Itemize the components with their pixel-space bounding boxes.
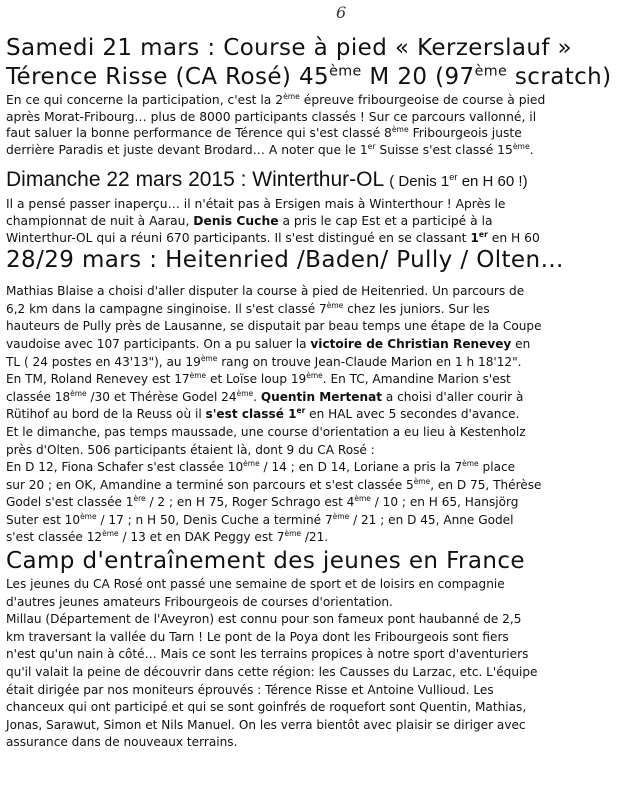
sup-run: er — [296, 406, 306, 416]
text-run: place — [478, 460, 516, 475]
sup-run: ème — [283, 91, 300, 101]
text-run: . En TC, Amandine Marion s'est — [322, 372, 511, 387]
para-line: Millau (Département de l'Aveyron) est connu pour son fameux pont haubanné de 2,5 — [6, 612, 522, 627]
sup-run: ème — [329, 63, 362, 80]
sup-run: ème — [512, 141, 530, 151]
para-line: n'est qu'un nain à côté… Mais ce sont les terrains propices à notre sport d'aventuriers — [6, 647, 529, 662]
text-run: / 21 ; en D 45, Anne Godel — [349, 512, 514, 527]
text-run: En D 12, Fiona Schafer s'est classée 10 — [6, 460, 244, 475]
text-run: derrière Paradis et juste devant Brodard… A noter que le 1 — [6, 142, 368, 157]
text-run: sur 20 ; en OK, Amandine a terminé son parcours et s'est classée 5 — [6, 477, 414, 492]
sup-run: er — [478, 229, 488, 239]
text-run: 6,2 km dans la campagne singinoise. Il s'est classé 7 — [6, 301, 327, 316]
para-line — [6, 424, 634, 442]
para-line: qu'il valait la peine de découvrir dans cette région: les Causses du Larzac, etc. L'équipe — [6, 665, 538, 680]
para-line: était dirigée par nos moniteurs éprouvés : Térence Risse et Antoine Vullioud. Les — [6, 682, 494, 697]
section3-title: 28/29 mars : Heitenried /Baden/ Pully / Olten… — [6, 247, 564, 274]
text-run: en HAL avec 5 secondes d'avance. — [305, 407, 520, 422]
sup-run: ème — [306, 371, 323, 381]
text-run: En ce qui concerne la participation, c'est la 2 — [6, 93, 284, 107]
text-run: vaudoise avec 107 participants. On a pu saluer la — [6, 336, 311, 351]
section1-subtitle — [6, 63, 634, 92]
para-line — [6, 283, 634, 301]
para-line: assurance dans de nouveaux terrains. — [6, 735, 238, 750]
sup-run: ème — [243, 459, 260, 469]
text-run: Suter est 10 — [6, 512, 81, 527]
text-run: Dimanche 22 mars 2015 : Winterthur-OL — [6, 168, 384, 192]
sup-run: ème — [80, 511, 97, 521]
para-line — [6, 213, 634, 230]
para-line — [6, 477, 634, 495]
sup-run: ème — [391, 125, 409, 135]
section4-paragraph — [6, 576, 634, 752]
para-line: d'autres jeunes amateurs Fribourgeois de courses d'orientation. — [6, 594, 393, 609]
text-run: faut saluer la bonne performance de Térence qui s'est classé 8 — [6, 126, 392, 141]
section1-title: Samedi 21 mars : Course à pied « Kerzerslauf » — [6, 35, 573, 61]
text-run: / 14 ; en D 14, Loriane a pris la 7 — [259, 460, 463, 475]
text-run: hauteurs de Pully près de Lausanne, se disputait par beau temps une étape de la Coupe — [6, 319, 542, 334]
section3-paragraph — [6, 283, 634, 547]
bold-run: victoire de Christian Renevey — [310, 336, 512, 351]
sup-run: ème — [474, 63, 508, 80]
text-run: / 10 ; en H 65, Hansjörg — [370, 495, 519, 510]
text-run: . — [529, 142, 534, 157]
text-run: ( Denis 1 — [389, 173, 450, 191]
sup-run: ème — [462, 459, 479, 469]
text-run: TL ( 24 postes en 43'13"), au 19 — [6, 354, 201, 369]
text-run: Fribourgeois juste — [408, 126, 522, 141]
text-run: en H 60 — [487, 230, 540, 245]
text-run: M 20 (97 — [361, 64, 475, 90]
section4-title: Camp d'entraînement des jeunes en France — [6, 548, 525, 575]
section1-paragraph — [6, 92, 634, 158]
text-run: championnat de nuit à Aarau, — [6, 213, 194, 228]
sup-run: ème — [236, 388, 254, 398]
text-run: a pris le cap Est et a participé à la — [278, 213, 493, 228]
text-run: /30 et Thérèse Godel 24 — [86, 389, 237, 404]
text-run: /21. — [301, 530, 329, 545]
para-line — [6, 442, 634, 460]
bold-run: Quentin Mertenat — [260, 389, 383, 404]
sup-run: ème — [102, 529, 119, 539]
text-run: / 17 ; n H 50, Denis Cuche a terminé 7 — [96, 512, 333, 527]
para-line — [6, 92, 634, 109]
para-line — [6, 336, 634, 354]
bold-run: s'est classé 1 — [205, 407, 297, 422]
text-run: Térence Risse (CA Rosé) 45 — [6, 64, 330, 90]
para-line — [6, 371, 634, 389]
text-run: En TM, Roland Renevey est 17 — [6, 372, 190, 387]
para-line — [6, 406, 634, 424]
para-line — [6, 125, 634, 142]
para-line: Les jeunes du CA Rosé ont passé une semaine de sport et de loisirs en compagnie — [6, 577, 505, 592]
para-line: chanceux qui ont participé et qui se sont goinfrés de roquefort sont Quentin, Mathias, — [6, 700, 527, 715]
sup-run: ème — [189, 371, 207, 381]
text-run: Il a pensé passer inaperçu… il n'était pas à Ersigen mais à Winterthour ! Après le — [6, 197, 506, 212]
para-line — [6, 196, 634, 213]
section2-paragraph — [6, 196, 634, 246]
sup-run: ème — [200, 353, 218, 363]
sup-run: er — [449, 172, 458, 183]
sup-run: ème — [332, 511, 350, 521]
text-run: s'est classée 12 — [6, 530, 103, 545]
text-run: en H 60 !) — [457, 173, 528, 191]
text-run: Mathias Blaise a choisi d'aller disputer la course à pied de Heitenried. Un parcours de — [6, 284, 525, 299]
para-line — [6, 494, 634, 512]
text-run: rang on trouve Jean-Claude Marion en 1 h 18'12". — [217, 354, 522, 369]
section2-title — [6, 168, 634, 194]
para-line — [6, 301, 634, 319]
text-run: en — [511, 336, 531, 351]
sup-run: ème — [70, 388, 87, 398]
para-line — [6, 318, 634, 336]
sup-run: ère — [133, 494, 146, 504]
text-run: scratch) — [507, 64, 612, 90]
text-run: / 13 et en DAK Peggy est 7 — [118, 530, 285, 545]
text-run: chez les juniors. Sur les — [343, 301, 490, 316]
sup-run: ème — [284, 529, 301, 539]
para-line: km traversant la vallée du Tarn ! Le pont de la Poya dont les Fribourgeois sont fiers — [6, 629, 509, 644]
text-run: classée 18 — [6, 389, 71, 404]
para-line — [6, 142, 634, 159]
page-number: 6 — [336, 3, 347, 22]
para-line — [6, 230, 634, 247]
sup-run: er — [367, 141, 376, 151]
sup-run: ème — [413, 476, 431, 486]
text-run: Suisse s'est classé 15 — [375, 142, 513, 157]
bold-run: Denis Cuche — [193, 213, 279, 228]
text-run: . — [253, 389, 261, 404]
text-run: Et le dimanche, pas temps maussade, une course d'orientation a eu lieu à Kestenholz — [6, 424, 526, 439]
para-line — [6, 389, 634, 407]
text-run: épreuve fribourgeoise de course à pied — [299, 93, 546, 107]
text-run: , en D 75, Thérèse — [430, 477, 542, 492]
para-line — [6, 354, 634, 372]
text-run: Godel s'est classée 1 — [6, 495, 134, 510]
bold-run: 1 — [470, 230, 479, 245]
sup-run: ème — [354, 494, 371, 504]
para-line — [6, 109, 634, 126]
para-line — [6, 512, 634, 530]
text-run: près d'Olten. 506 participants étaient là, dont 9 du CA Rosé : — [6, 442, 375, 457]
text-run: Rütihof au bord de la Reuss où il — [6, 407, 206, 422]
para-line — [6, 529, 634, 547]
text-run: après Morat-Fribourg… plus de 8000 participants classés ! Sur ce parcours vallonné, il — [6, 109, 537, 124]
section2-title-note — [389, 173, 527, 190]
text-run: et Loïse loup 19 — [206, 372, 307, 387]
text-run: / 2 ; en H 75, Roger Schrago est 4 — [145, 495, 355, 510]
sup-run: ème — [326, 300, 344, 310]
text-run: a choisi d'aller courir à — [382, 389, 524, 404]
para-line: Jonas, Sarawut, Simon et Nils Manuel. On les verra bientôt avec plaisir se diriger avec — [6, 717, 526, 732]
para-line — [6, 459, 634, 477]
text-run: Winterthur-OL qui a réuni 670 participants. Il s'est distingué en se classant — [6, 230, 471, 245]
